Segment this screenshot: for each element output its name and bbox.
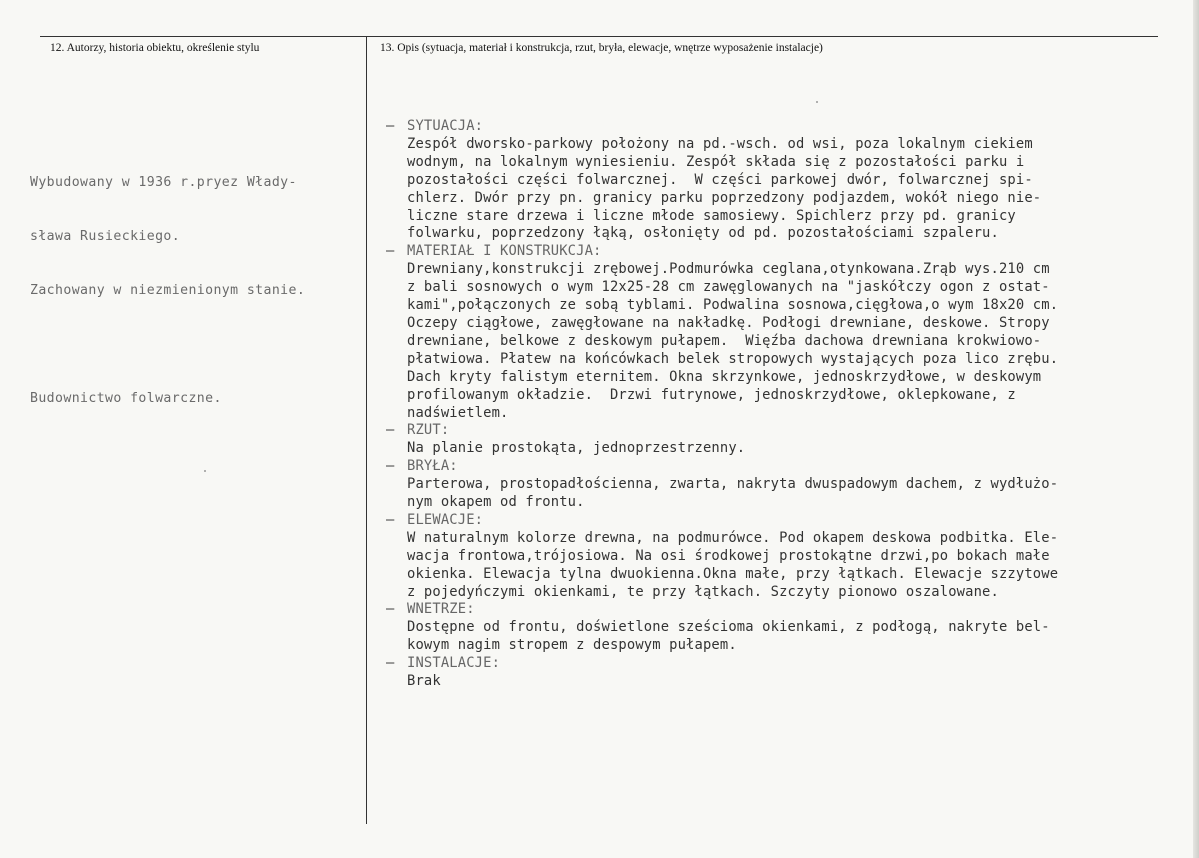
section-heading: [386, 422, 1058, 440]
section-line: profilowanym okładzie. Drzwi futrynowe, jednoskrzydłowe, oklepkowane, z: [407, 386, 1016, 403]
section-line: pozostałości części folwarcznej. W części parkowej dwór, folwarcznej spi-: [407, 171, 1033, 188]
section-line: Brak: [407, 673, 441, 690]
section-line: okienka. Elewacja tylna dwuokienna.Okna małe, przy łątkach. Elewacje szzytowe: [407, 565, 1059, 582]
section-line: liczne stare drzewa i liczne młode samosiewy. Spichlerz przy pd. granicy: [407, 207, 1016, 224]
section-heading: [386, 601, 1058, 619]
section-title: BRYŁA:: [407, 458, 458, 475]
header-description: 13. Opis (sytuacja, materiał i konstrukcja, rzut, bryła, elewacje, wnętrze wyposażenie instalacje): [380, 42, 823, 54]
section-line: z pojedyńczymi okienkami, te przy łątkach. Szczyty pionowo oszalowane.: [407, 583, 999, 600]
description-section: [386, 655, 1058, 691]
section-line: z bali sosnowych o wym 12x25-28 cm zawęglowanych na "jaskółczy ogon z ostat-: [407, 279, 1050, 296]
section-line: nadświetlem.: [407, 404, 509, 421]
section-heading: [386, 118, 1058, 136]
spacer: [30, 336, 305, 354]
section-line: kami",połączonych ze sobą tyblami. Podwalina sosnowa,cięgłowa,o wym 18x20 cm.: [407, 297, 1059, 314]
bullet-dash: –: [386, 118, 395, 134]
section-heading: [386, 243, 1058, 261]
bullet-dash: –: [386, 655, 395, 672]
section-line: wacja frontowa,trójosiowa. Na osi środkowej prostokątne drzwi,po bokach małe: [407, 547, 1050, 564]
left-line: Wybudowany w 1936 r.pryez Włady-: [30, 175, 297, 190]
description-section: [386, 458, 1058, 512]
section-title: RZUT:: [407, 422, 450, 439]
description-section: [386, 243, 1058, 422]
section-line: Na planie prostokąta, jednoprzestrzenny.: [407, 440, 746, 457]
paper-speck: [204, 470, 206, 472]
description-section: [386, 422, 1058, 458]
section-heading: [386, 458, 1058, 476]
style-line: Budownictwo folwarczne.: [30, 391, 222, 406]
section-line: Dostępne od frontu, doświetlone sześcioma okienkami, z podłogą, nakryte bel-: [407, 619, 1050, 636]
description-column-text: [386, 118, 1058, 691]
section-line: chlerz. Dwór przy pn. granicy parku poprzedzony podjazdem, wokół niego nie-: [407, 189, 1042, 206]
section-line: wodnym, na lokalnym wyniesieniu. Zespół składa się z pozostałości parku i: [407, 153, 1025, 170]
section-title: MATERIAŁ I KONSTRUKCJA:: [407, 243, 602, 260]
section-line: Oczepy ciągłowe, zawęgłowane na nakładkę. Podłogi drewniane, deskowe. Stropy: [407, 314, 1050, 331]
paper-speck: [816, 101, 818, 103]
section-title: SYTUACJA:: [407, 118, 484, 134]
section-title: WNETRZE:: [407, 601, 475, 618]
header-authors-history: 12. Autorzy, historia obiektu, określenie stylu: [50, 42, 260, 54]
section-line: Dach kryty falistym eternitem. Okna skrzynkowe, jednoskrzydłowe, w deskowym: [407, 368, 1042, 385]
left-column-text: [30, 138, 305, 444]
section-line: Zespół dworsko-parkowy położony na pd.-wsch. od wsi, poza lokalnym ciekiem: [407, 135, 1033, 152]
section-title: ELEWACJE:: [407, 511, 484, 528]
section-line: nym okapem od frontu.: [407, 494, 585, 511]
bullet-dash: –: [386, 243, 395, 260]
top-rule: [40, 36, 1158, 37]
left-line: Zachowany w niezmienionym stanie.: [30, 283, 306, 298]
section-line: Drewniany,konstrukcji zrębowej.Podmurówka ceglana,otynkowana.Zrąb wys.210 cm: [407, 261, 1050, 278]
section-line: Parterowa, prostopadłościenna, zwarta, nakryta dwuspadowym dachem, z wydłużo-: [407, 476, 1059, 493]
description-section: [386, 118, 1058, 243]
column-divider: [366, 36, 367, 824]
section-line: W naturalnym kolorze drewna, na podmurówce. Pod okapem deskowa podbitka. Ele-: [407, 529, 1059, 546]
bullet-dash: –: [386, 511, 395, 528]
bullet-dash: –: [386, 601, 395, 618]
section-line: płatwiowa. Płatew na końcówkach belek stropowych wystających poza lico zrębu.: [407, 350, 1059, 367]
description-section: [386, 512, 1058, 602]
left-line: sława Rusieckiego.: [30, 229, 181, 244]
page-edge-shadow: [1193, 0, 1199, 858]
section-line: kowym nagim stropem z despowym pułapem.: [407, 637, 737, 654]
section-line: drewniane, belkowe z deskowym pułapem. Więźba dachowa drewniana krokwiowo-: [407, 332, 1042, 349]
section-heading: [386, 655, 1058, 673]
section-heading: [386, 512, 1058, 530]
bullet-dash: –: [386, 458, 395, 475]
bullet-dash: –: [386, 422, 395, 439]
section-title: INSTALACJE:: [407, 655, 501, 672]
description-section: [386, 601, 1058, 655]
section-line: folwarku, poprzedzony łąką, osłonięty od pd. pozostałościami szpaleru.: [407, 225, 999, 242]
